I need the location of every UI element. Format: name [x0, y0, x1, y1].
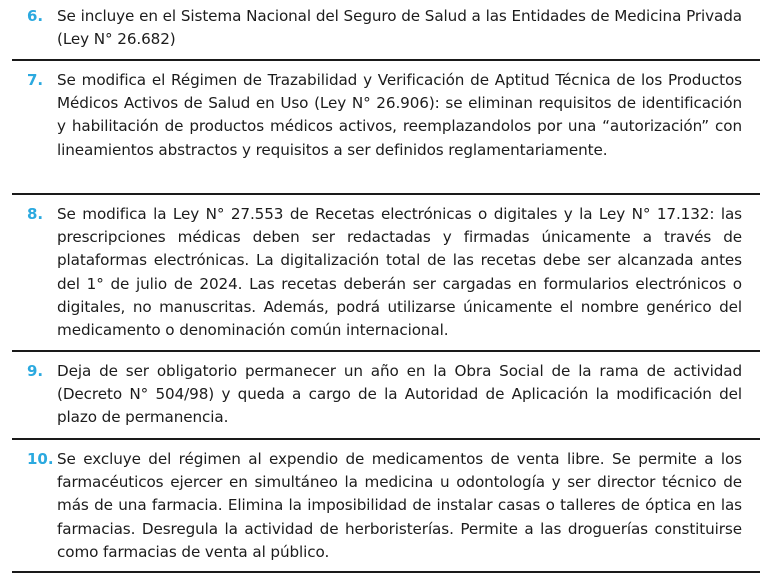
divider — [12, 571, 760, 573]
item-number: 10. — [27, 450, 54, 468]
item-text: Se modifica el Régimen de Trazabilidad y Verificación de Aptitud Técnica de los Productos Médicos Activos de Salud en Uso (Ley N° 26.906): se eliminan requisitos de identificación y habilitación de productos médicos activos, reemplazandolos por una “autorización” con lineamientos abstractos y requisitos a ser definidos reglamentariamente. — [57, 71, 742, 159]
item-number: 8. — [27, 205, 44, 223]
item-text: Deja de ser obligatorio permanecer un año en la Obra Social de la rama de actividad (Decreto N° 504/98) y queda a cargo de la Autoridad de Aplicación la modificación del plazo de permanencia. — [57, 362, 742, 427]
list-item-8 — [0, 203, 762, 342]
item-number: 9. — [27, 362, 44, 380]
item-text: Se modifica la Ley N° 27.553 de Recetas electrónicas o digitales y la Ley N° 17.132: las prescripciones médicas deben ser redactadas y firmadas únicamente a través de plataformas electrónicas. La digitalización total de las recetas debe ser alcanzada antes del 1° de julio de 2024. Las recetas deberán ser cargadas en formularios electrónicos o digitales, no manuscritas. Además, podrá utilizarse únicamente el nombre genérico del medicamento o denominación común internacional. — [57, 205, 742, 340]
divider — [12, 59, 760, 61]
list-item-10 — [0, 448, 762, 564]
divider — [12, 438, 760, 440]
list-item-9 — [0, 360, 762, 430]
divider — [12, 193, 760, 195]
list-item-7 — [0, 69, 762, 162]
item-number: 7. — [27, 71, 44, 89]
item-text: Se incluye en el Sistema Nacional del Seguro de Salud a las Entidades de Medicina Privada (Ley N° 26.682) — [57, 7, 742, 49]
list-item-6 — [0, 5, 762, 51]
item-number: 6. — [27, 7, 44, 25]
divider — [12, 350, 760, 352]
item-text: Se excluye del régimen al expendio de medicamentos de venta libre. Se permite a los farmacéuticos ejercer en simultáneo la medicina u odontología y ser director técnico de más de una farmacia. Elimina la imposibilidad de instalar casas o talleres de óptica en las farmacias. Desregula la actividad de herboristerías. Permite a las droguerías constituirse como farmacias de venta al público. — [57, 450, 742, 561]
